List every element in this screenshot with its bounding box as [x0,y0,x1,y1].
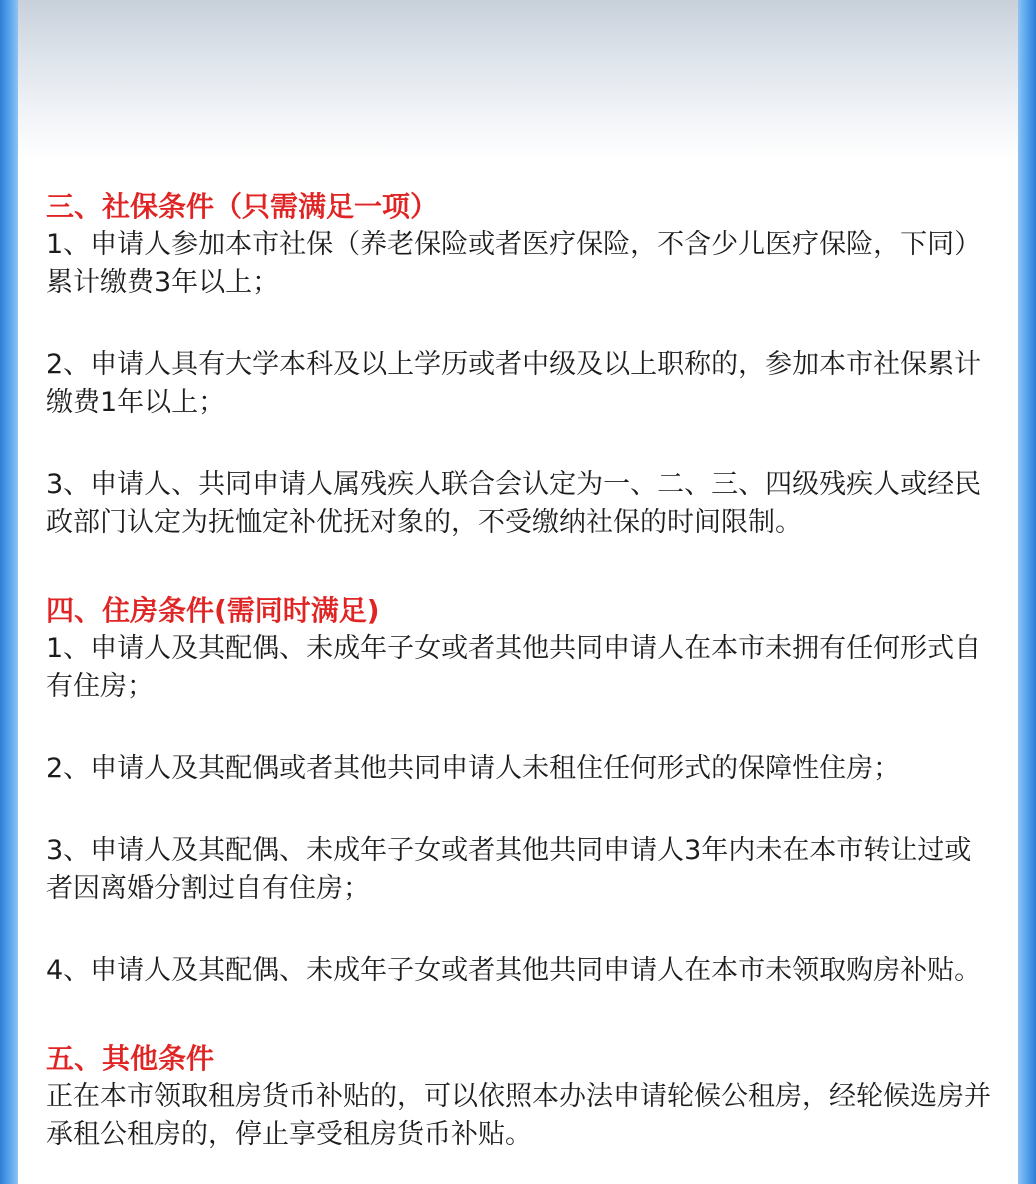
section-heading: 五、其他条件 [46,1042,215,1075]
section-social-insurance [46,188,1006,542]
list-item: 3、申请人、共同申请人属残疾人联合会认定为一、二、三、四级残疾人或经民政部门认定为抚恤定补优抚对象的，不受缴纳社保的时间限制。 [46,469,982,538]
section-heading: 三、社保条件（只需满足一项） [46,190,439,223]
section-housing [46,592,1006,990]
document-content [46,188,1006,1154]
section-other [46,1040,1006,1154]
list-item: 1、申请人及其配偶、未成年子女或者其他共同申请人在本市未拥有任何形式自有住房； [46,633,982,702]
list-item: 1、申请人参加本市社保（养老保险或者医疗保险，不含少儿医疗保险，下同）累计缴费3年以上； [46,229,968,298]
section-heading: 四、住房条件(需同时满足) [46,594,380,627]
list-item: 2、申请人及其配偶或者其他共同申请人未租住任何形式的保障性住房； [46,753,901,784]
list-item: 正在本市领取租房货币补贴的，可以依照本办法申请轮候公租房，经轮候选房并承租公租房的，停止享受租房货币补贴。 [46,1081,991,1150]
list-item: 3、申请人及其配偶、未成年子女或者其他共同申请人3年内未在本市转让过或者因离婚分割过自有住房； [46,835,972,904]
list-item: 2、申请人具有大学本科及以上学历或者中级及以上职称的，参加本市社保累计缴费1年以上； [46,349,982,418]
list-item: 4、申请人及其配偶、未成年子女或者其他共同申请人在本市未领取购房补贴。 [46,955,982,986]
